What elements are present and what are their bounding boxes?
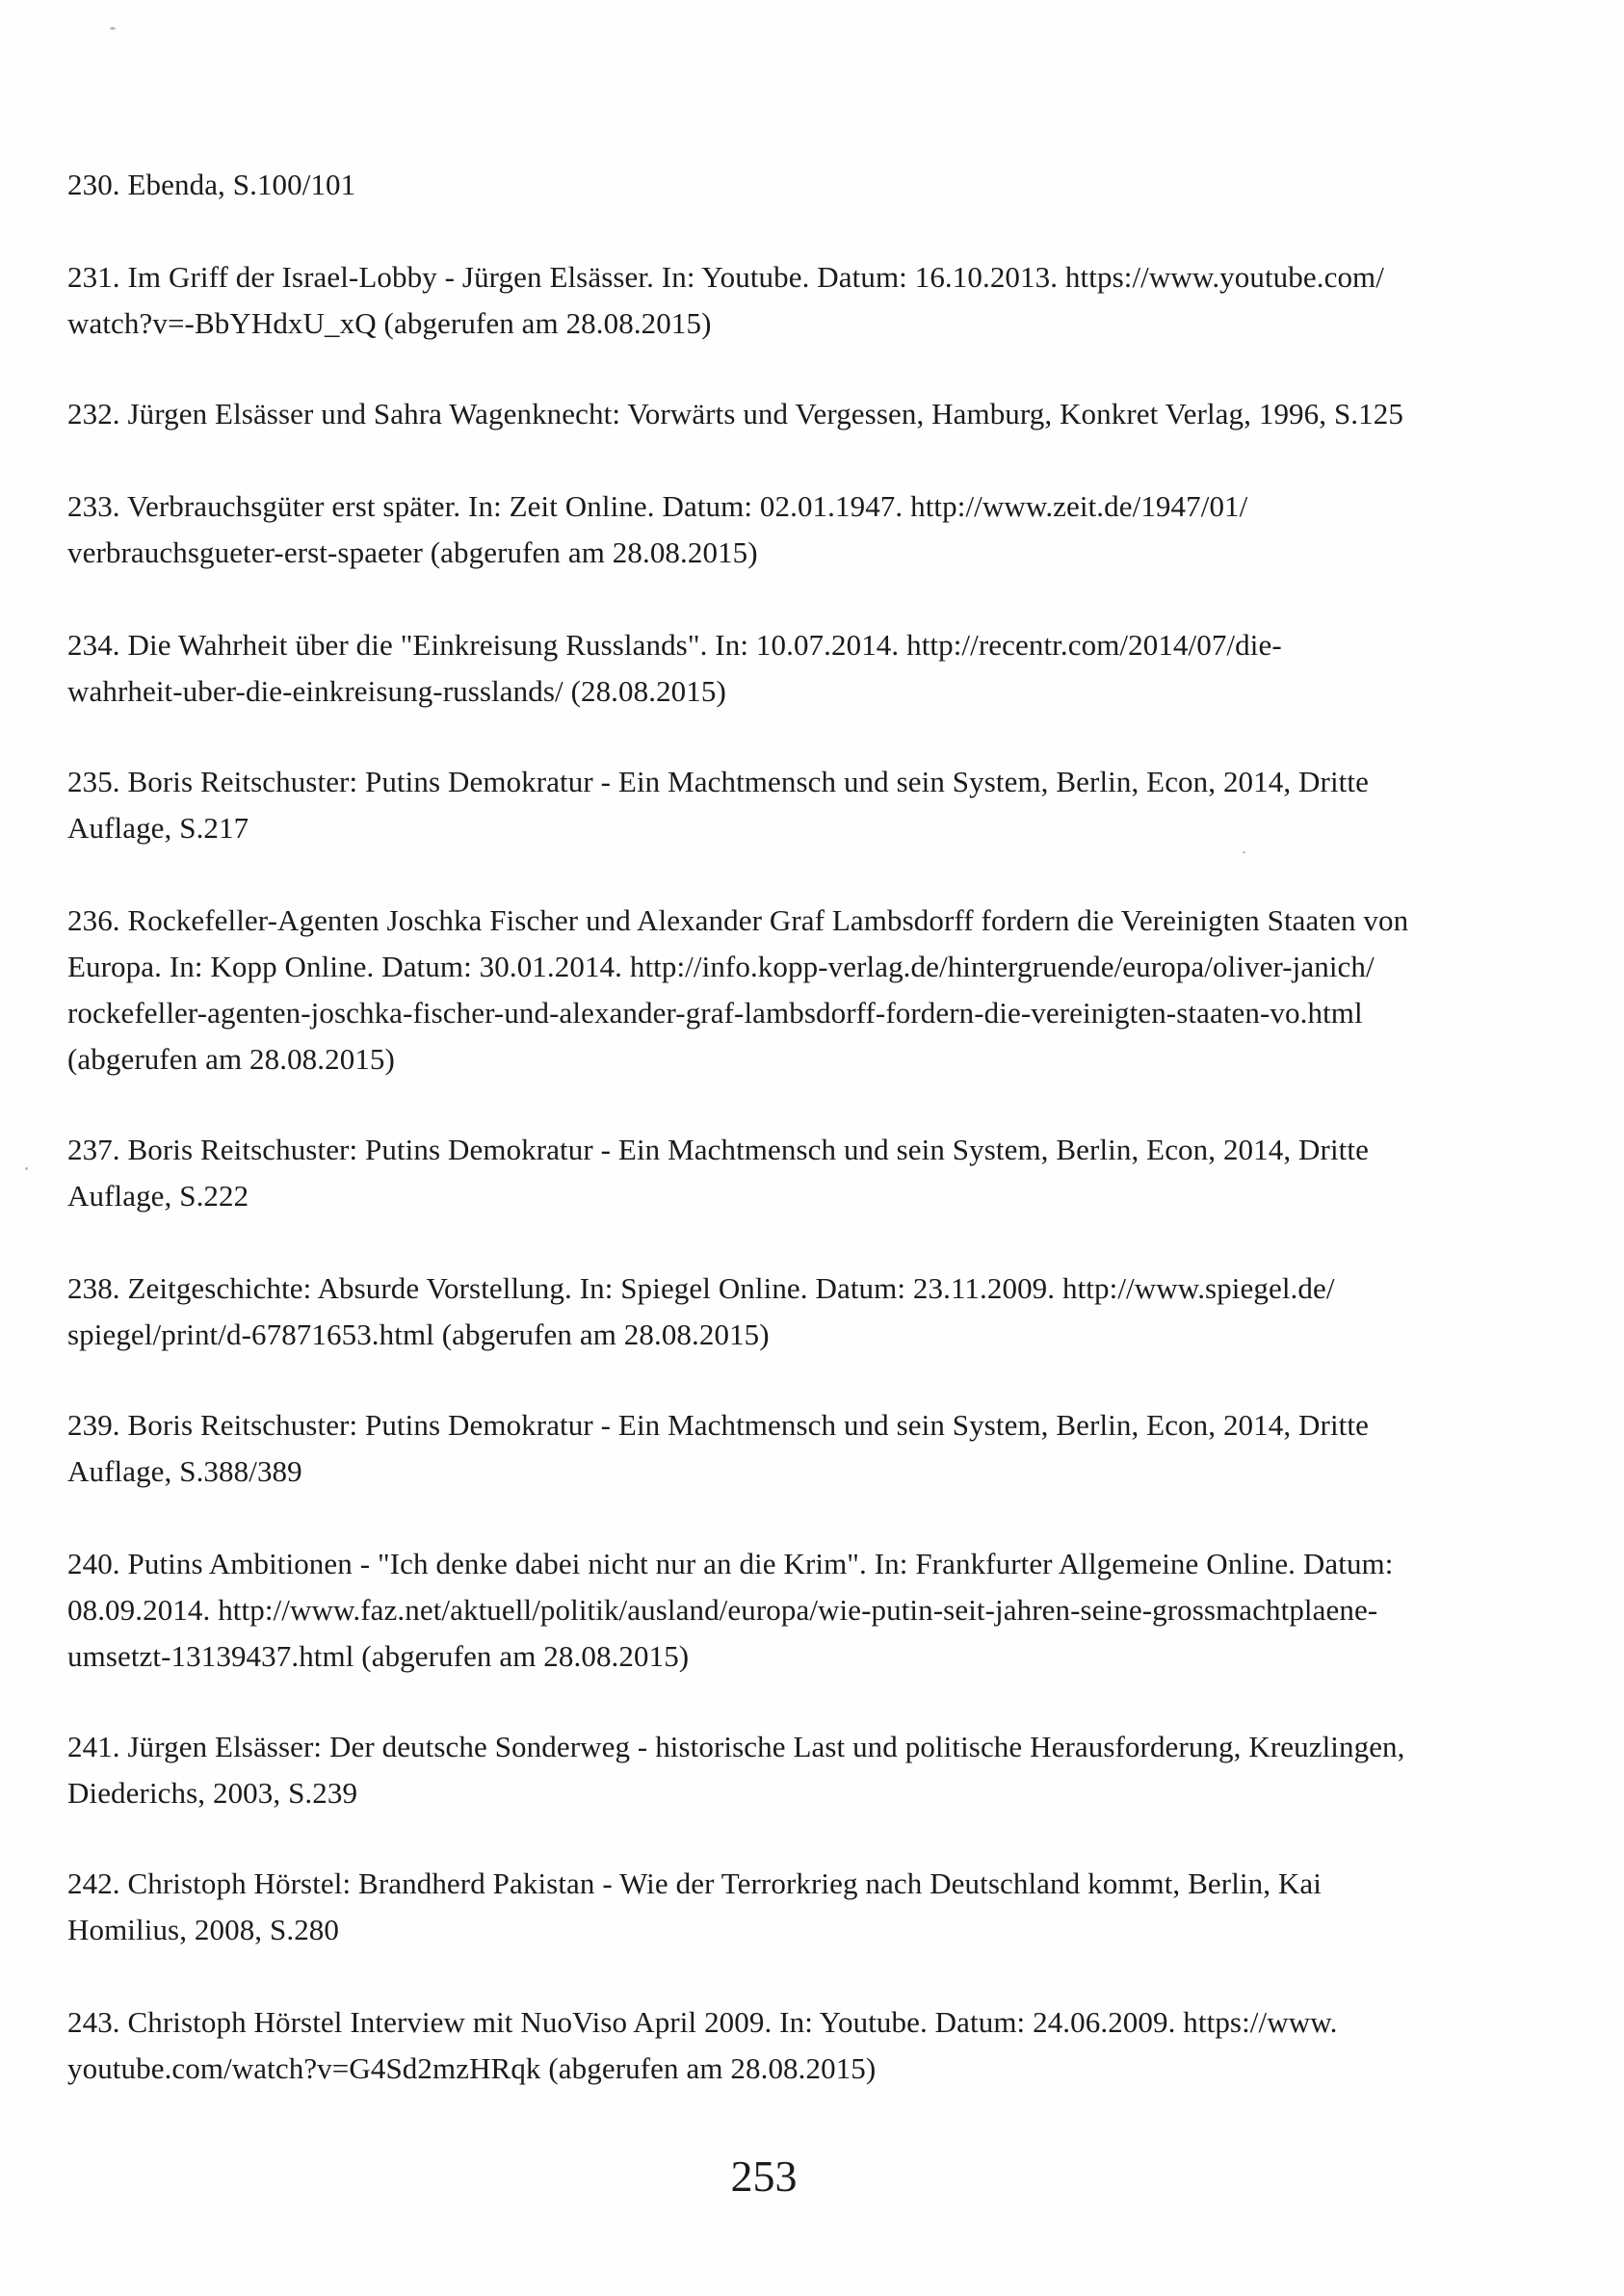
footnote-line: umsetzt-13139437.html (abgerufen am 28.08.2015) bbox=[67, 1639, 690, 1673]
footnote-line: Diederichs, 2003, S.239 bbox=[67, 1776, 358, 1810]
footnote-231 bbox=[67, 254, 1474, 347]
footnote-line: 237. Boris Reitschuster: Putins Demokratur - Ein Machtmensch und sein System, Berlin, Econ, 2014, Dritte bbox=[67, 1133, 1369, 1166]
footnote-line: 241. Jürgen Elsässer: Der deutsche Sonderweg - historische Last und politische Herausforderung, Kreuzlingen, bbox=[67, 1730, 1405, 1763]
footnote-line: 08.09.2014. http://www.faz.net/aktuell/politik/ausland/europa/wie-putin-seit-jahren-seine-grossmachtplaene- bbox=[67, 1593, 1378, 1627]
scan-speck bbox=[110, 27, 116, 30]
footnote-line: Auflage, S.388/389 bbox=[67, 1454, 302, 1488]
footnote-line: 240. Putins Ambitionen - "Ich denke dabei nicht nur an die Krim". In: Frankfurter Allgemeine Online. Datum: bbox=[67, 1547, 1394, 1580]
footnote-line: wahrheit-uber-die-einkreisung-russlands/ (28.08.2015) bbox=[67, 674, 726, 708]
footnote-line: 234. Die Wahrheit über die "Einkreisung Russlands". In: 10.07.2014. http://recentr.com/2014/07/die- bbox=[67, 628, 1282, 662]
footnote-line: spiegel/print/d-67871653.html (abgerufen am 28.08.2015) bbox=[67, 1318, 770, 1351]
footnote-230 bbox=[67, 162, 1474, 208]
footnote-240 bbox=[67, 1541, 1474, 1680]
footnote-line: 233. Verbrauchsgüter erst später. In: Zeit Online. Datum: 02.01.1947. http://www.zeit.de/1947/01/ bbox=[67, 489, 1248, 523]
footnote-237 bbox=[67, 1127, 1474, 1219]
footnote-236 bbox=[67, 898, 1474, 1083]
footnote-line: 235. Boris Reitschuster: Putins Demokratur - Ein Machtmensch und sein System, Berlin, Econ, 2014, Dritte bbox=[67, 765, 1369, 798]
footnote-line: 231. Im Griff der Israel-Lobby - Jürgen Elsässer. In: Youtube. Datum: 16.10.2013. https://www.youtube.com/ bbox=[67, 260, 1384, 294]
footnote-line: 232. Jürgen Elsässer und Sahra Wagenknecht: Vorwärts und Vergessen, Hamburg, Konkret Verlag, 1996, S.125 bbox=[67, 397, 1403, 430]
footnote-line: Homilius, 2008, S.280 bbox=[67, 1913, 339, 1946]
footnote-235 bbox=[67, 759, 1474, 851]
footnote-line: 242. Christoph Hörstel: Brandherd Pakistan - Wie der Terrorkrieg nach Deutschland kommt, Berlin, Kai bbox=[67, 1866, 1322, 1900]
footnote-line: Auflage, S.217 bbox=[67, 811, 249, 845]
footnote-line: 230. Ebenda, S.100/101 bbox=[67, 168, 356, 201]
footnote-239 bbox=[67, 1402, 1474, 1495]
scan-speck bbox=[25, 1167, 28, 1170]
footnote-line: 239. Boris Reitschuster: Putins Demokratur - Ein Machtmensch und sein System, Berlin, Econ, 2014, Dritte bbox=[67, 1408, 1369, 1442]
footnote-241 bbox=[67, 1724, 1474, 1816]
page-number: 253 bbox=[730, 2152, 798, 2201]
footnote-line: verbrauchsgueter-erst-spaeter (abgerufen am 28.08.2015) bbox=[67, 535, 758, 569]
footnote-234 bbox=[67, 622, 1474, 715]
footnote-232 bbox=[67, 391, 1474, 437]
footnote-233 bbox=[67, 483, 1474, 576]
footnote-243 bbox=[67, 1999, 1474, 2092]
scan-speck bbox=[1243, 851, 1245, 853]
footnote-line: watch?v=-BbYHdxU_xQ (abgerufen am 28.08.2015) bbox=[67, 306, 712, 340]
footnote-line: 243. Christoph Hörstel Interview mit NuoViso April 2009. In: Youtube. Datum: 24.06.2009. https://www. bbox=[67, 2005, 1338, 2039]
footnote-line: 238. Zeitgeschichte: Absurde Vorstellung. In: Spiegel Online. Datum: 23.11.2009. http://www.spiegel.de/ bbox=[67, 1271, 1335, 1305]
footnote-line: Auflage, S.222 bbox=[67, 1179, 249, 1213]
footnote-line: rockefeller-agenten-joschka-fischer-und-alexander-graf-lambsdorff-fordern-die-vereinigten-staaten-vo.html bbox=[67, 996, 1363, 1030]
footnote-line: (abgerufen am 28.08.2015) bbox=[67, 1042, 395, 1076]
footnote-line: 236. Rockefeller-Agenten Joschka Fischer und Alexander Graf Lambsdorff fordern die Vereinigten Staaten von bbox=[67, 903, 1409, 937]
footnote-line: Europa. In: Kopp Online. Datum: 30.01.2014. http://info.kopp-verlag.de/hintergruende/europa/oliver-janich/ bbox=[67, 950, 1375, 983]
footnote-242 bbox=[67, 1861, 1474, 1953]
footnote-238 bbox=[67, 1265, 1474, 1358]
footnote-line: youtube.com/watch?v=G4Sd2mzHRqk (abgerufen am 28.08.2015) bbox=[67, 2051, 877, 2085]
